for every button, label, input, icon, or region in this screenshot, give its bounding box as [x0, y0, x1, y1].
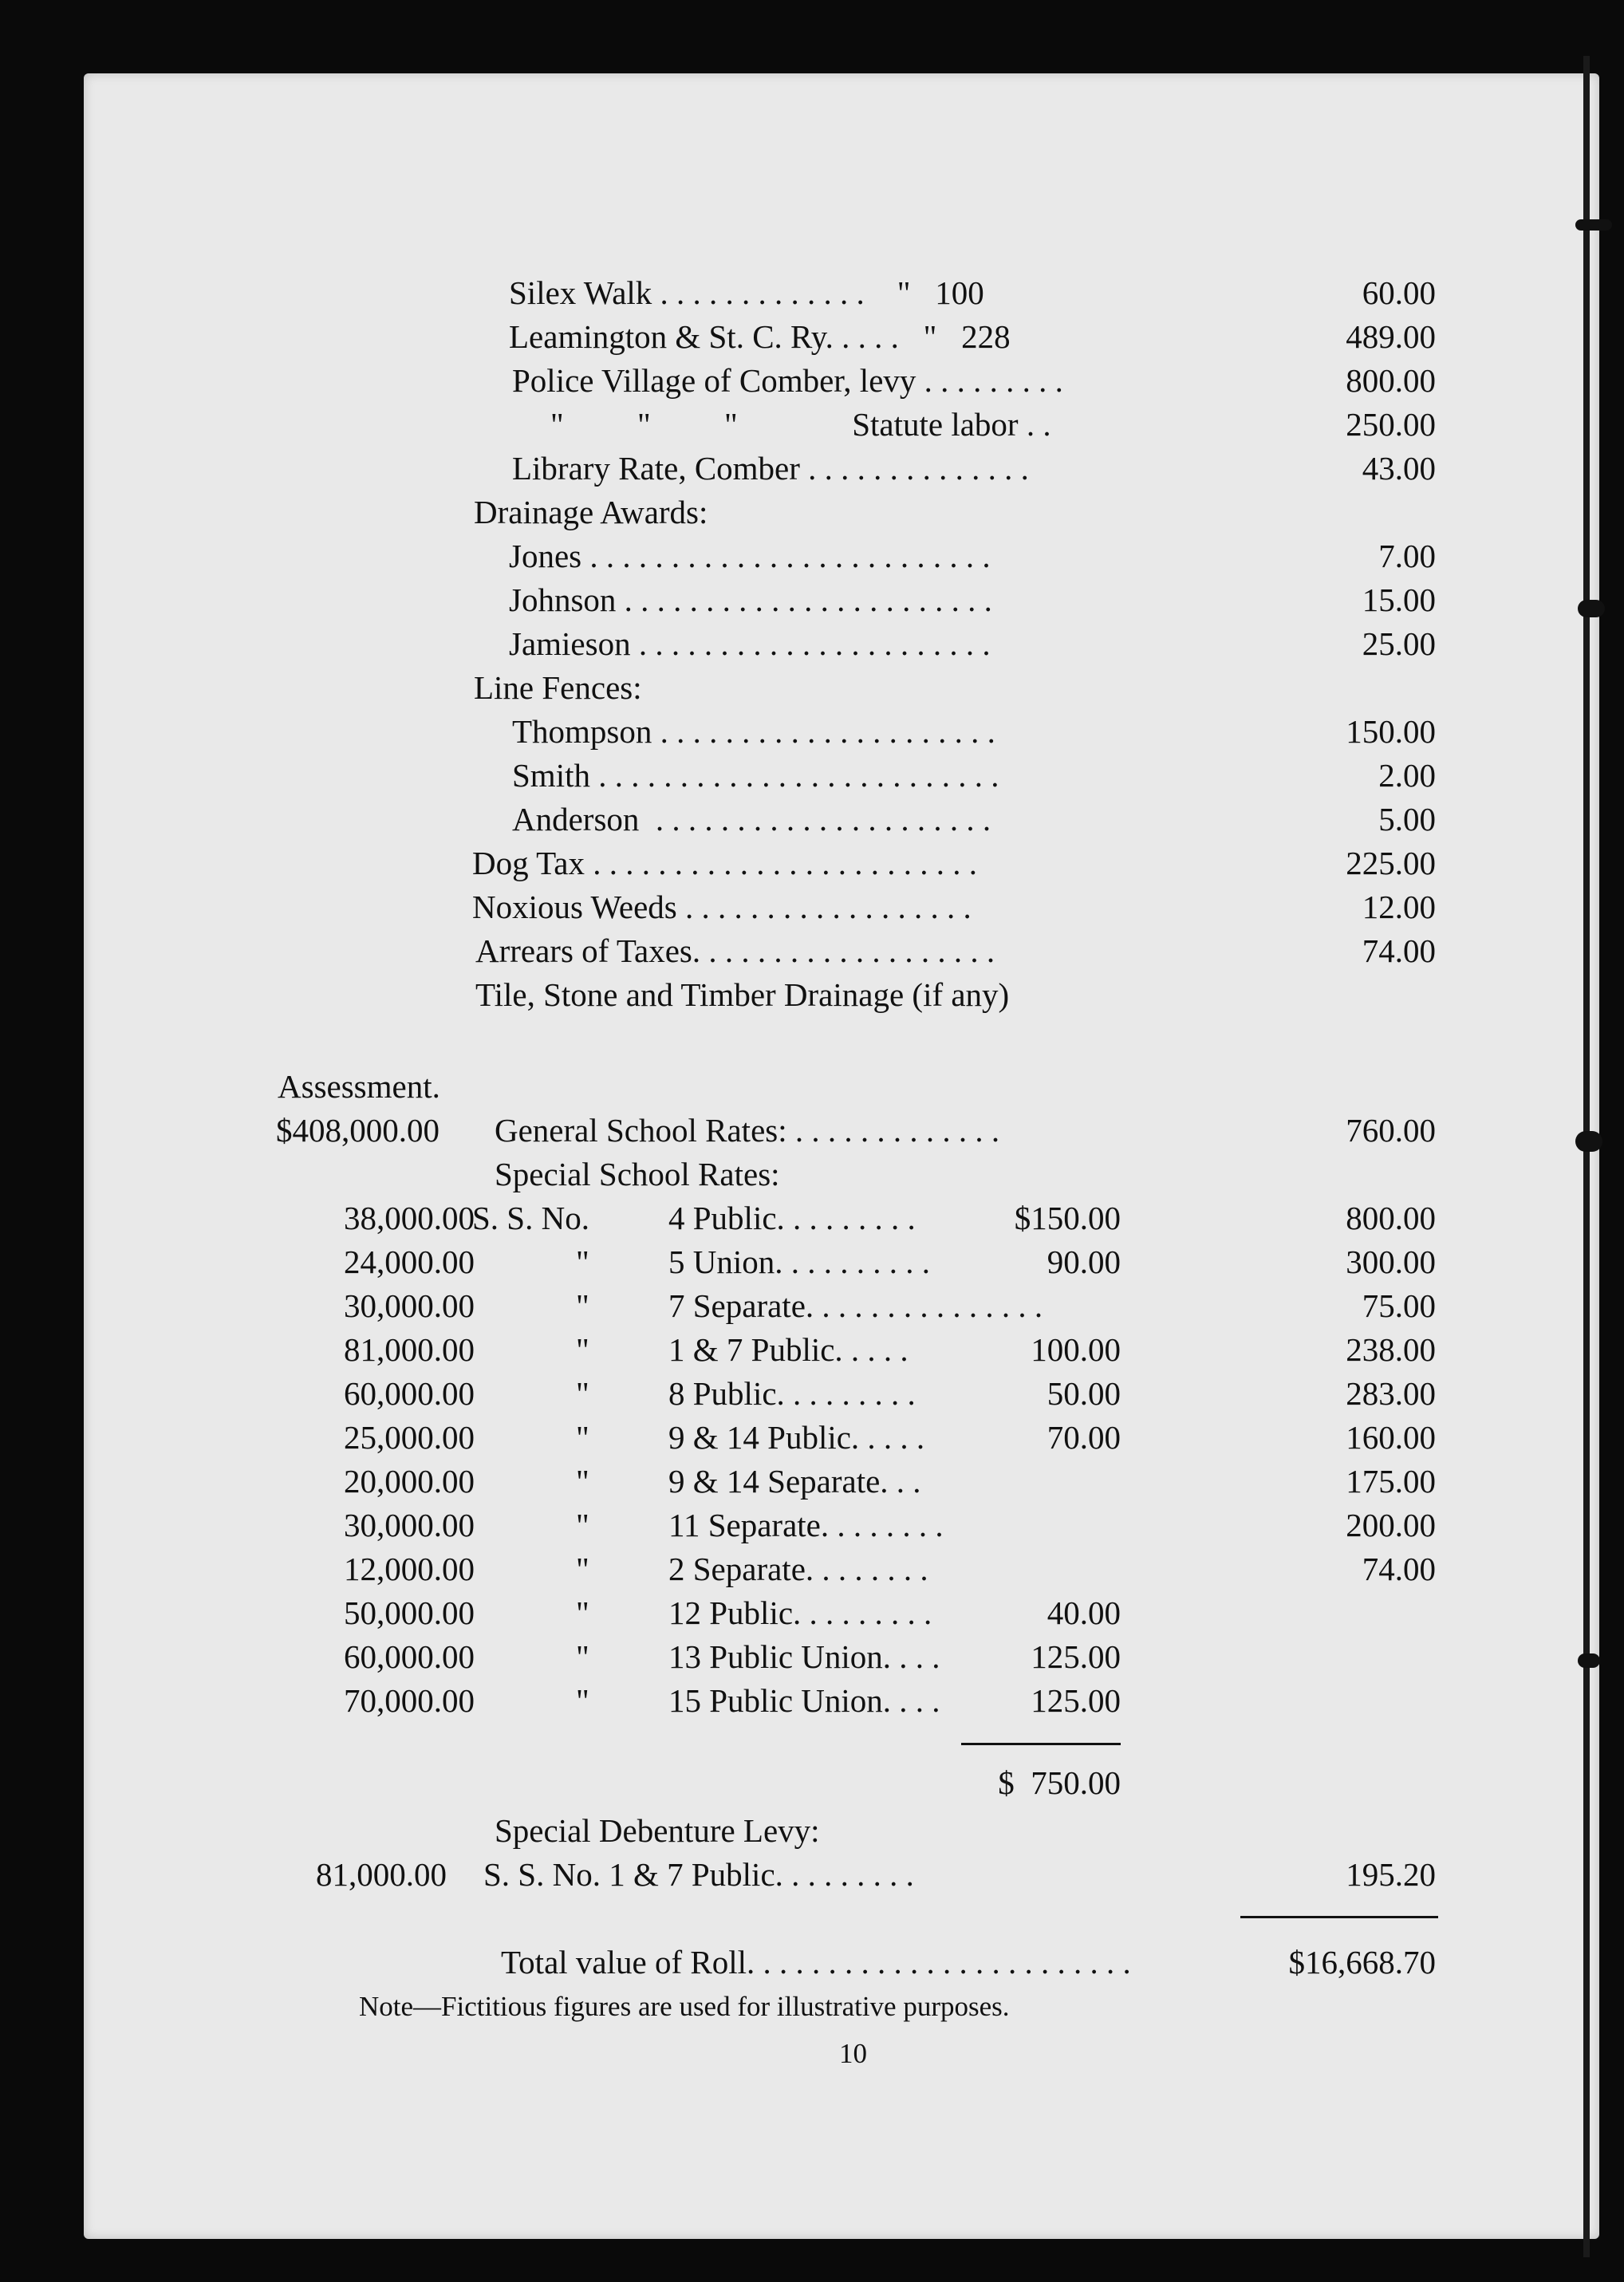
- school-row-sub-amount: 40.00: [1047, 1594, 1121, 1631]
- school-row-prefix: ": [576, 1682, 589, 1719]
- item-amount: 12.00: [1362, 889, 1436, 925]
- school-row-prefix: ": [576, 1419, 589, 1456]
- school-row-section: 8 Public. . . . . . . . .: [668, 1375, 916, 1412]
- item-label: Leamington & St. C. Ry. . . . . " 228: [509, 318, 1011, 355]
- school-row-sub-amount: 125.00: [1031, 1682, 1121, 1719]
- school-row-amount: 238.00: [1346, 1331, 1436, 1368]
- school-row-prefix: ": [576, 1551, 589, 1587]
- debenture-assessment: 81,000.00: [316, 1856, 447, 1893]
- subtotal-rule: [961, 1743, 1121, 1745]
- school-row-sub-amount: 50.00: [1047, 1375, 1121, 1412]
- binding-mark: [1578, 1653, 1600, 1668]
- school-row-assessment: 12,000.00: [344, 1551, 475, 1587]
- general-school-assessment: $408,000.00: [276, 1112, 440, 1149]
- item-label: Anderson . . . . . . . . . . . . . . . . . . . . .: [512, 801, 991, 838]
- school-row-assessment: 60,000.00: [344, 1375, 475, 1412]
- school-row-prefix: ": [576, 1331, 589, 1368]
- school-row-section: 9 & 14 Public. . . . .: [668, 1419, 925, 1456]
- item-label: " " " Statute labor . .: [550, 406, 1051, 443]
- school-row-amount: 800.00: [1346, 1200, 1436, 1236]
- school-row-sub-amount: 100.00: [1031, 1331, 1121, 1368]
- item-label: Arrears of Taxes. . . . . . . . . . . . . . . . . . .: [475, 932, 995, 969]
- item-label: Jamieson . . . . . . . . . . . . . . . . . . . . . .: [509, 625, 991, 662]
- school-row-prefix: ": [576, 1375, 589, 1412]
- school-row-section: 9 & 14 Separate. . .: [668, 1463, 921, 1500]
- item-label: Silex Walk . . . . . . . . . . . . . " 100: [509, 274, 984, 311]
- item-amount: 60.00: [1362, 274, 1436, 311]
- binding-mark: [1575, 1131, 1602, 1152]
- school-row-amount: 200.00: [1346, 1507, 1436, 1543]
- item-label: Tile, Stone and Timber Drainage (if any): [475, 976, 1010, 1013]
- school-row-amount: 175.00: [1346, 1463, 1436, 1500]
- school-row-section: 11 Separate. . . . . . . .: [668, 1507, 944, 1543]
- school-row-assessment: 30,000.00: [344, 1507, 475, 1543]
- school-row-section: 5 Union. . . . . . . . . .: [668, 1243, 930, 1280]
- school-row-section: 15 Public Union. . . .: [668, 1682, 940, 1719]
- school-row-assessment: 38,000.00: [344, 1200, 475, 1236]
- general-school-label: General School Rates: . . . . . . . . . . . . .: [495, 1112, 1000, 1149]
- item-amount: 800.00: [1346, 362, 1436, 399]
- school-row-section: 12 Public. . . . . . . . .: [668, 1594, 932, 1631]
- school-row-prefix: ": [576, 1638, 589, 1675]
- school-row-assessment: 20,000.00: [344, 1463, 475, 1500]
- item-label: Johnson . . . . . . . . . . . . . . . . . . . . . . .: [509, 581, 992, 618]
- school-row-assessment: 81,000.00: [344, 1331, 475, 1368]
- debenture-heading: Special Debenture Levy:: [495, 1812, 820, 1849]
- special-school-heading: Special School Rates:: [495, 1156, 780, 1192]
- item-label: Dog Tax . . . . . . . . . . . . . . . . . . . . . . . .: [472, 845, 977, 881]
- item-amount: 15.00: [1362, 581, 1436, 618]
- school-row-section: 13 Public Union. . . .: [668, 1638, 940, 1675]
- note: Note—Fictitious figures are used for illustrative purposes.: [359, 1991, 1010, 2022]
- binding-mark: [1575, 219, 1612, 231]
- school-row-amount: 74.00: [1362, 1551, 1436, 1587]
- item-label: Line Fences:: [474, 669, 642, 706]
- item-amount: 25.00: [1362, 625, 1436, 662]
- school-row-amount: 75.00: [1362, 1287, 1436, 1324]
- item-amount: 150.00: [1346, 713, 1436, 750]
- item-amount: 5.00: [1378, 801, 1436, 838]
- item-label: Jones . . . . . . . . . . . . . . . . . . . . . . . . .: [509, 538, 991, 574]
- item-amount: 250.00: [1346, 406, 1436, 443]
- school-row-amount: 300.00: [1346, 1243, 1436, 1280]
- page-number: 10: [839, 2038, 867, 2069]
- debenture-amount: 195.20: [1346, 1856, 1436, 1893]
- school-row-section: 2 Separate. . . . . . . .: [668, 1551, 928, 1587]
- school-row-prefix: ": [576, 1507, 589, 1543]
- debenture-label: S. S. No. 1 & 7 Public. . . . . . . . .: [483, 1856, 914, 1893]
- school-row-section: 7 Separate. . . . . . . . . . . . . . .: [668, 1287, 1043, 1324]
- subtotal: $ 750.00: [998, 1764, 1121, 1801]
- school-row-assessment: 24,000.00: [344, 1243, 475, 1280]
- school-row-sub-amount: 70.00: [1047, 1419, 1121, 1456]
- item-label: Police Village of Comber, levy . . . . . . . . .: [512, 362, 1063, 399]
- total-amount: $16,668.70: [1288, 1944, 1436, 1980]
- assessment-heading: Assessment.: [278, 1068, 440, 1105]
- item-amount: 2.00: [1378, 757, 1436, 794]
- general-school-amount: 760.00: [1346, 1112, 1436, 1149]
- school-row-prefix: ": [576, 1463, 589, 1500]
- school-row-prefix: ": [576, 1243, 589, 1280]
- item-amount: 7.00: [1378, 538, 1436, 574]
- item-label: Thompson . . . . . . . . . . . . . . . . . . . . .: [512, 713, 995, 750]
- school-row-assessment: 25,000.00: [344, 1419, 475, 1456]
- item-label: Smith . . . . . . . . . . . . . . . . . . . . . . . . .: [512, 757, 999, 794]
- school-row-assessment: 60,000.00: [344, 1638, 475, 1675]
- item-amount: 74.00: [1362, 932, 1436, 969]
- total-rule: [1240, 1916, 1438, 1918]
- total-label: Total value of Roll. . . . . . . . . . . . . . . . . . . . . . . .: [501, 1944, 1131, 1980]
- school-row-section: 1 & 7 Public. . . . .: [668, 1331, 909, 1368]
- school-row-prefix: ": [576, 1287, 589, 1324]
- item-label: Library Rate, Comber . . . . . . . . . . . . . .: [512, 450, 1029, 487]
- school-row-section: 4 Public. . . . . . . . .: [668, 1200, 916, 1236]
- school-row-prefix: S. S. No.: [472, 1200, 589, 1236]
- school-row-assessment: 50,000.00: [344, 1594, 475, 1631]
- item-label: Drainage Awards:: [474, 494, 708, 530]
- school-row-amount: 160.00: [1346, 1419, 1436, 1456]
- school-row-prefix: ": [576, 1594, 589, 1631]
- school-row-sub-amount: 90.00: [1047, 1243, 1121, 1280]
- school-row-sub-amount: 125.00: [1031, 1638, 1121, 1675]
- school-row-assessment: 30,000.00: [344, 1287, 475, 1324]
- page-spine-edge: [1583, 56, 1590, 2257]
- school-row-assessment: 70,000.00: [344, 1682, 475, 1719]
- binding-mark: [1578, 600, 1605, 617]
- item-amount: 489.00: [1346, 318, 1436, 355]
- item-amount: 225.00: [1346, 845, 1436, 881]
- school-row-sub-amount: $150.00: [1014, 1200, 1121, 1236]
- item-label: Noxious Weeds . . . . . . . . . . . . . . . . . .: [472, 889, 972, 925]
- item-amount: 43.00: [1362, 450, 1436, 487]
- school-row-amount: 283.00: [1346, 1375, 1436, 1412]
